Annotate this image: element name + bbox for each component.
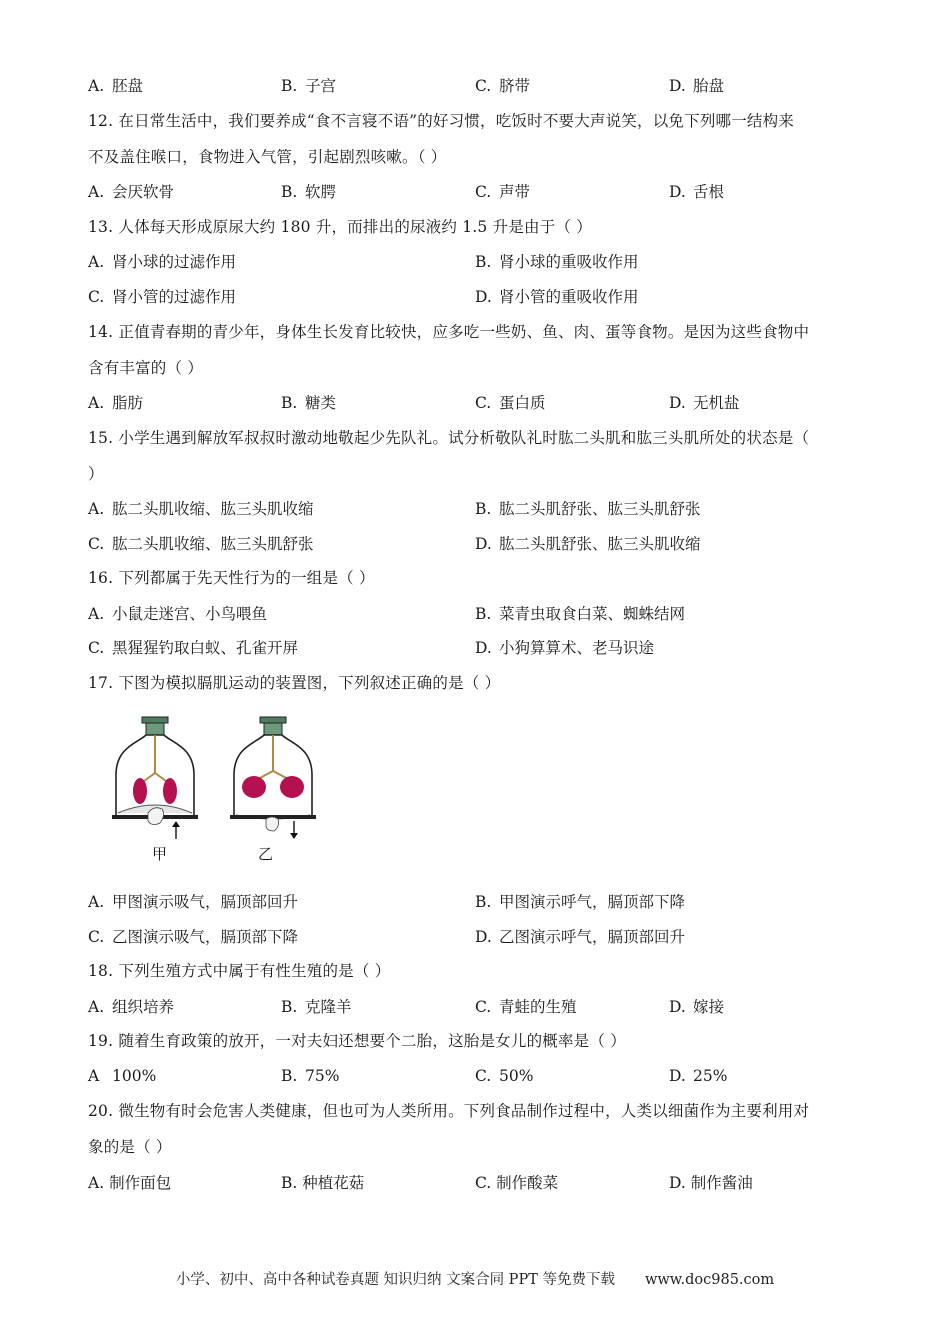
q17-option-b[interactable]: B. 甲图演示呼气，膈顶部下降 (475, 893, 686, 911)
q17-options-row1 (88, 890, 868, 914)
q12-option-d[interactable]: D. 舌根 (669, 183, 725, 201)
q12-options (88, 180, 868, 204)
q13-stem-line1: 13. 人体每天形成原尿大约 180 升，而排出的尿液约 1.5 升是由于（ ） (88, 218, 592, 236)
q15-stem-line2: ） (88, 465, 104, 483)
q14-options (88, 391, 868, 415)
figure-label-jia: 甲 (152, 845, 168, 863)
q16-options-row1 (88, 602, 868, 626)
q20-stem-line1: 20. 微生物有时会危害人类健康，但也可为人类所用。下列食品制作过程中，人类以细菌作为主要利用对 (88, 1102, 810, 1120)
q17-options-row2 (88, 925, 868, 949)
q15-option-c[interactable]: C. 肱二头肌收缩、肱三头肌舒张 (88, 535, 314, 553)
q14-stem-line1: 14. 正值青春期的青少年，身体生长发育比较快，应多吃一些奶、鱼、肉、蛋等食物。是因为这些食物中 (88, 323, 810, 341)
q17-option-d[interactable]: D. 乙图演示呼气，膈顶部回升 (475, 928, 686, 946)
lung-left-yi (242, 776, 266, 798)
q18-options (88, 995, 868, 1019)
q14-option-b[interactable]: B. 糖类 (281, 394, 337, 412)
diaphragm-model-svg (108, 713, 328, 873)
q20-stem-line2: 象的是（ ） (88, 1138, 172, 1156)
q15-option-d[interactable]: D. 肱二头肌舒张、肱三头肌收缩 (475, 535, 701, 553)
q19-stem-line1: 19. 随着生育政策的放开，一对夫妇还想要个二胎，这胎是女儿的概率是（ ） (88, 1032, 626, 1050)
q18-option-c[interactable]: C. 青蛙的生殖 (475, 998, 577, 1016)
q15-stem-line1: 15. 小学生遇到解放军叔叔时激动地敬起少先队礼。试分析敬队礼时肱二头肌和肱三头肌所处的状态是（ (88, 429, 810, 447)
lung-right-yi (280, 776, 304, 798)
q16-option-a[interactable]: A. 小鼠走迷宫、小鸟喂鱼 (88, 605, 268, 623)
q13-option-b[interactable]: B. 肾小球的重吸收作用 (475, 253, 639, 271)
q18-option-d[interactable]: D. 嫁接 (669, 998, 725, 1016)
q14-option-c[interactable]: C. 蛋白质 (475, 394, 546, 412)
q13-option-d[interactable]: D. 肾小管的重吸收作用 (475, 288, 639, 306)
q19-options (88, 1064, 868, 1088)
figure-label-yi: 乙 (258, 845, 274, 863)
q16-stem-line1: 16. 下列都属于先天性行为的一组是（ ） (88, 569, 375, 587)
q19-option-c[interactable]: C. 50% (475, 1067, 534, 1085)
arrow-down-icon (290, 833, 298, 839)
q20-option-a[interactable]: A. 制作面包 (88, 1174, 172, 1192)
lung-right-jia (163, 778, 177, 804)
arrow-up-icon (172, 821, 180, 827)
q20-option-b[interactable]: B. 种植花菇 (281, 1174, 365, 1192)
q13-option-a[interactable]: A. 肾小球的过滤作用 (88, 253, 237, 271)
q14-stem-line2: 含有丰富的（ ） (88, 359, 204, 377)
q12-option-c[interactable]: C. 声带 (475, 183, 531, 201)
q11-option-a[interactable]: A. 胚盘 (88, 77, 144, 95)
q18-option-a[interactable]: A. 组织培养 (88, 998, 175, 1016)
q18-option-b[interactable]: B. 克隆羊 (281, 998, 352, 1016)
q15-option-b[interactable]: B. 肱二头肌舒张、肱三头肌舒张 (475, 500, 701, 518)
q11-option-d[interactable]: D. 胎盘 (669, 77, 725, 95)
q15-options-row1 (88, 497, 868, 521)
q13-options-row2 (88, 285, 868, 309)
q17-option-a[interactable]: A. 甲图演示吸气，膈顶部回升 (88, 893, 299, 911)
q13-option-c[interactable]: C. 肾小管的过滤作用 (88, 288, 237, 306)
q16-option-d[interactable]: D. 小狗算算术、老马识途 (475, 639, 655, 657)
hand-yi (266, 817, 279, 831)
jar-jia (112, 717, 198, 839)
q16-options-row2 (88, 636, 868, 660)
lung-left-jia (133, 778, 147, 804)
q19-option-b[interactable]: B. 75% (281, 1067, 340, 1085)
q19-option-d[interactable]: D. 25% (669, 1067, 728, 1085)
q20-option-c[interactable]: C. 制作酸菜 (475, 1174, 559, 1192)
q20-options (88, 1171, 868, 1195)
q17-stem-line1: 17. 下图为模拟膈肌运动的装置图，下列叙述正确的是（ ） (88, 674, 501, 692)
q11-options (88, 74, 868, 98)
q12-stem-line2: 不及盖住喉口，食物进入气管，引起剧烈咳嗽。（ ） (88, 148, 447, 166)
footer-text: 小学、初中、高中各种试卷真题 知识归纳 文案合同 PPT 等免费下载 (175, 1272, 615, 1288)
q12-stem-line1: 12. 在日常生活中，我们要养成“食不言寝不语”的好习惯，吃饭时不要大声说笑，以免下列哪一结构来 (88, 112, 795, 130)
q19-option-a[interactable]: A 100% (88, 1067, 157, 1085)
q15-options-row2 (88, 532, 868, 556)
q12-option-b[interactable]: B. 软腭 (281, 183, 337, 201)
q14-option-d[interactable]: D. 无机盐 (669, 394, 740, 412)
q12-option-a[interactable]: A. 会厌软骨 (88, 183, 175, 201)
q13-options-row1 (88, 250, 868, 274)
q16-option-c[interactable]: C. 黑猩猩钓取白蚁、孔雀开屏 (88, 639, 299, 657)
hand-jia (148, 808, 164, 825)
q17-option-c[interactable]: C. 乙图演示吸气，膈顶部下降 (88, 928, 299, 946)
q16-option-b[interactable]: B. 菜青虫取食白菜、蜘蛛结网 (475, 605, 686, 623)
q15-option-a[interactable]: A. 肱二头肌收缩、肱三头肌收缩 (88, 500, 314, 518)
q11-option-b[interactable]: B. 子宫 (281, 77, 337, 95)
q11-option-c[interactable]: C. 脐带 (475, 77, 531, 95)
q20-option-d[interactable]: D. 制作酱油 (669, 1174, 753, 1192)
footer-site-link[interactable]: www.doc985.com (644, 1272, 775, 1288)
diaphragm-model-figure (108, 713, 328, 873)
jar-yi (230, 717, 316, 839)
q18-stem-line1: 18. 下列生殖方式中属于有性生殖的是（ ） (88, 962, 391, 980)
page-footer (0, 1268, 950, 1292)
q14-option-a[interactable]: A. 脂肪 (88, 394, 144, 412)
